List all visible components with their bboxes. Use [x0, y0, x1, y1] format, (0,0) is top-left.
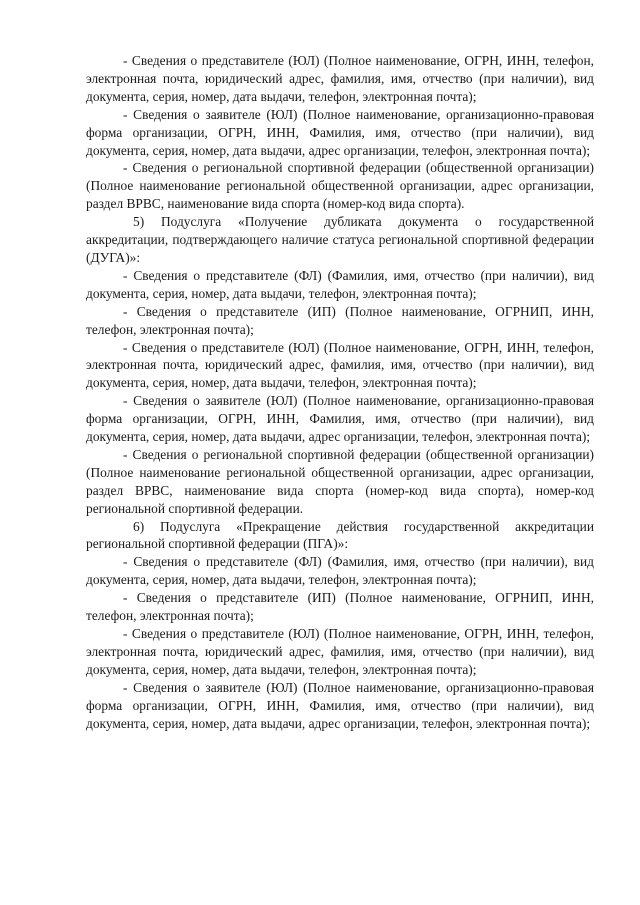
- list-item-representative-sole-proprietor: - Сведения о представителе (ИП) (Полное наименование, ОГРНИП, ИНН, телефон, электронная почта);: [86, 590, 594, 624]
- list-item-representative-legal-entity: - Сведения о представителе (ЮЛ) (Полное наименование, ОГРН, ИНН, телефон, электронная почта, юридический адрес, фамилия, имя, отчество (при наличии), вид документа, серия, номер, дата выдачи, телефон, электронная почта);: [86, 339, 594, 391]
- list-item-applicant-legal-entity: - Сведения о заявителе (ЮЛ) (Полное наименование, организационно-правовая форма организации, ОГРН, ИНН, Фамилия, имя, отчество (при наличии), вид документа, серия, номер, дата выдачи, адрес организации, телефон, электронная почта);: [86, 393, 594, 445]
- list-item-representative-legal-entity: - Сведения о представителе (ЮЛ) (Полное наименование, ОГРН, ИНН, телефон, электронная почта, юридический адрес, фамилия, имя, отчество (при наличии), вид документа, серия, номер, дата выдачи, телефон, электронная почта);: [86, 626, 594, 677]
- list-item-applicant-legal-entity: - Сведения о заявителе (ЮЛ) (Полное наименование, организационно-правовая форма организации, ОГРН, ИНН, Фамилия, имя, отчество (при наличии), вид документа, серия, номер, дата выдачи, адрес организации, телефон, электронная почта);: [86, 679, 594, 731]
- section-heading-termination: 6) Подуслуга «Прекращение действия государственной аккредитации региональной спортивной федерации (ПГА)»:: [86, 518, 594, 552]
- list-item-applicant-legal-entity: - Сведения о заявителе (ЮЛ) (Полное наименование, организационно-правовая форма организации, ОГРН, ИНН, Фамилия, имя, отчество (при наличии), вид документа, серия, номер, дата выдачи, адрес организации, телефон, электронная почта);: [86, 106, 594, 158]
- list-item-representative-individual: - Сведения о представителе (ФЛ) (Фамилия, имя, отчество (при наличии), вид документа, серия, номер, дата выдачи, телефон, электронная почта);: [86, 267, 594, 301]
- list-item-representative-individual: - Сведения о представителе (ФЛ) (Фамилия, имя, отчество (при наличии), вид документа, серия, номер, дата выдачи, телефон, электронная почта);: [86, 554, 594, 588]
- list-item-representative-legal-entity: - Сведения о представителе (ЮЛ) (Полное наименование, ОГРН, ИНН, телефон, электронная почта, юридический адрес, фамилия, имя, отчество (при наличии), вид документа, серия, номер, дата выдачи, телефон, электронная почта);: [86, 53, 594, 104]
- list-item-regional-federation: - Сведения о региональной спортивной федерации (общественной организации) (Полное наименование региональной общественной организации, адрес организации, раздел ВРВС, наименование вида спорта (номер-код вида спорта), номер-код региональной спортивной федерации.: [86, 446, 594, 516]
- list-item-regional-federation: - Сведения о региональной спортивной федерации (общественной организации) (Полное наименование региональной общественной организации, адрес организации, раздел ВРВС, наименование вида спорта (номер-код вида спорта).: [86, 160, 594, 212]
- list-item-representative-sole-proprietor: - Сведения о представителе (ИП) (Полное наименование, ОГРНИП, ИНН, телефон, электронная почта);: [86, 303, 594, 337]
- document-page: [86, 52, 594, 732]
- section-heading-duplicate: 5) Подуслуга «Получение дубликата документа о государственной аккредитации, подтверждающего наличие статуса региональной спортивной федерации (ДУГА)»:: [86, 214, 594, 265]
